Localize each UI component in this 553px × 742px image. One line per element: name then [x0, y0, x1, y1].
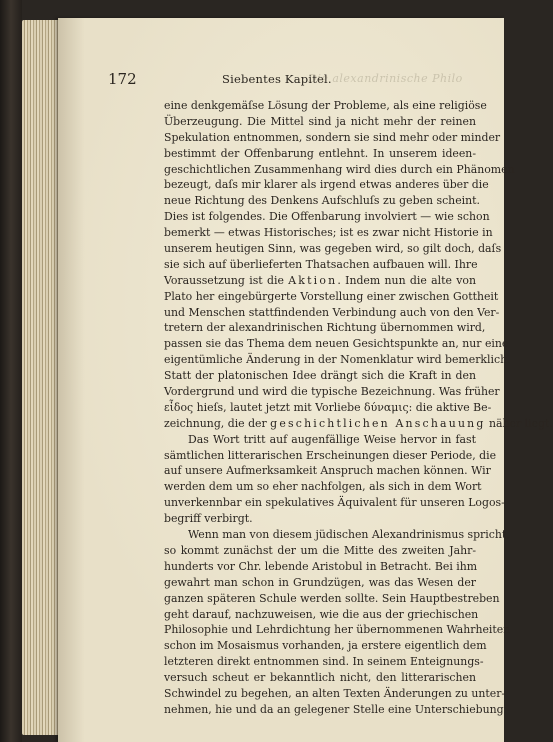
text-line: Philosophie und Lehrdichtung her übernommenen Wahrheiten	[164, 623, 511, 637]
body-text	[164, 98, 553, 718]
running-head	[108, 70, 470, 92]
text-line: Überzeugung. Die Mittel sind ja nicht mehr der reinen	[164, 114, 476, 128]
text-segment: . Indem nun die alte von	[337, 273, 477, 287]
text-line: eine denkgemäſse Lösung der Probleme, als eine religiöse	[164, 99, 487, 112]
text-line: Vordergrund und wird die typische Bezeichnung. Was früher	[164, 385, 500, 399]
text-line: bestimmt der Offenbarung entlehnt. In unserem ideen-	[164, 146, 476, 160]
text-line: eigentümliche Änderung in der Nomenklatur wird bemerklich.	[164, 353, 511, 367]
text-line	[164, 416, 553, 432]
text-segment: zeichnung, die der	[164, 416, 271, 430]
text-line: geschichtlichen Zusammenhang wird dies durch ein Phänomen	[164, 162, 515, 176]
text-line: sie sich auf überlieferten Thatsachen aufbauen will. Ihre	[164, 257, 478, 271]
text-segment: näher liegt.	[485, 416, 553, 430]
text-line: so kommt zunächst der um die Mitte des zweiten Jahr-	[164, 543, 476, 557]
text-line: geht darauf, nachzuweisen, wie die aus der griechischen	[164, 607, 479, 621]
text-line: Wenn man von diesem jüdischen Alexandrinismus spricht,	[188, 528, 510, 542]
text-segment: Voraussetzung ist die	[164, 273, 289, 287]
text-line: bemerkt — etwas Historisches; ist es zwar nicht Historie in	[164, 226, 493, 240]
text-line: werden dem um so eher nachfolgen, als sich in dem Wort	[164, 480, 482, 494]
text-line: Das Wort tritt auf augenfällige Weise hervor in fast	[188, 432, 476, 446]
text-line: tretern der alexandrinischen Richtung übernommen wird,	[164, 321, 486, 335]
text-line: gewahrt man schon in Grundzügen, was das Wesen der	[164, 575, 476, 589]
text-line: auf unsere Aufmerksamkeit Anspruch machen können. Wir	[164, 464, 491, 478]
text-line: unverkennbar ein spekulatives Äquivalent für unseren Logos-	[164, 496, 505, 510]
text-line: begriff verbirgt.	[164, 512, 253, 526]
text-line: schon im Mosaismus vorhanden, ja erstere eigentlich dem	[164, 639, 487, 653]
text-line: Dies ist folgendes. Die Offenbarung involviert — wie schon	[164, 210, 490, 224]
text-line: Schwindel zu begehen, an alten Texten Änderungen zu unter-	[164, 686, 506, 700]
text-line	[164, 273, 476, 289]
spaced-emphasis: Aktion	[288, 273, 338, 287]
text-line: und Menschen stattfindenden Verbindung auch von den Ver-	[164, 305, 500, 319]
text-line: versuch scheut er bekanntlich nicht, den litterarischen	[164, 671, 476, 685]
text-line: Statt der platonischen Idee drängt sich die Kraft in den	[164, 369, 476, 383]
page-number: 172	[108, 70, 137, 88]
spaced-emphasis: geschichtlichen Anschauung	[270, 416, 486, 430]
text-line: unserem heutigen Sinn, was gegeben wird, so gilt doch, daſs	[164, 242, 502, 256]
text-line: sämtlichen litterarischen Erscheinungen dieser Periode, die	[164, 448, 497, 462]
text-line: passen sie das Thema dem neuen Gesichtspunkte an, nur eine	[164, 337, 509, 351]
text-line: Plato her eingebürgerte Vorstellung einer zwischen Gottheit	[164, 289, 499, 303]
text-line: hunderts vor Chr. lebende Aristobul in Betracht. Bei ihm	[164, 559, 478, 573]
text-line: neue Richtung des Denkens Aufschluſs zu geben scheint.	[164, 194, 480, 208]
text-line: Spekulation entnommen, sondern sie sind mehr oder minder	[164, 130, 501, 144]
text-line: ganzen späteren Schule werden sollte. Sein Hauptbestreben	[164, 591, 500, 605]
text-line: bezeugt, daſs mir klarer als irgend etwas anderes über die	[164, 178, 489, 192]
chapter-title: Siebentes Kapitel.	[222, 72, 332, 86]
text-line: nehmen, hie und da an gelegener Stelle eine Unterschiebung	[164, 702, 504, 716]
book-binding	[0, 0, 22, 742]
text-line: letzteren direkt entnommen sind. In seinem Enteignungs-	[164, 655, 484, 669]
text-line: εἶδος hieſs, lautet jetzt mit Vorliebe δύναμις: die aktive Be-	[164, 400, 492, 414]
bleed-through-text: Die alexandrinische Philo	[308, 72, 463, 85]
